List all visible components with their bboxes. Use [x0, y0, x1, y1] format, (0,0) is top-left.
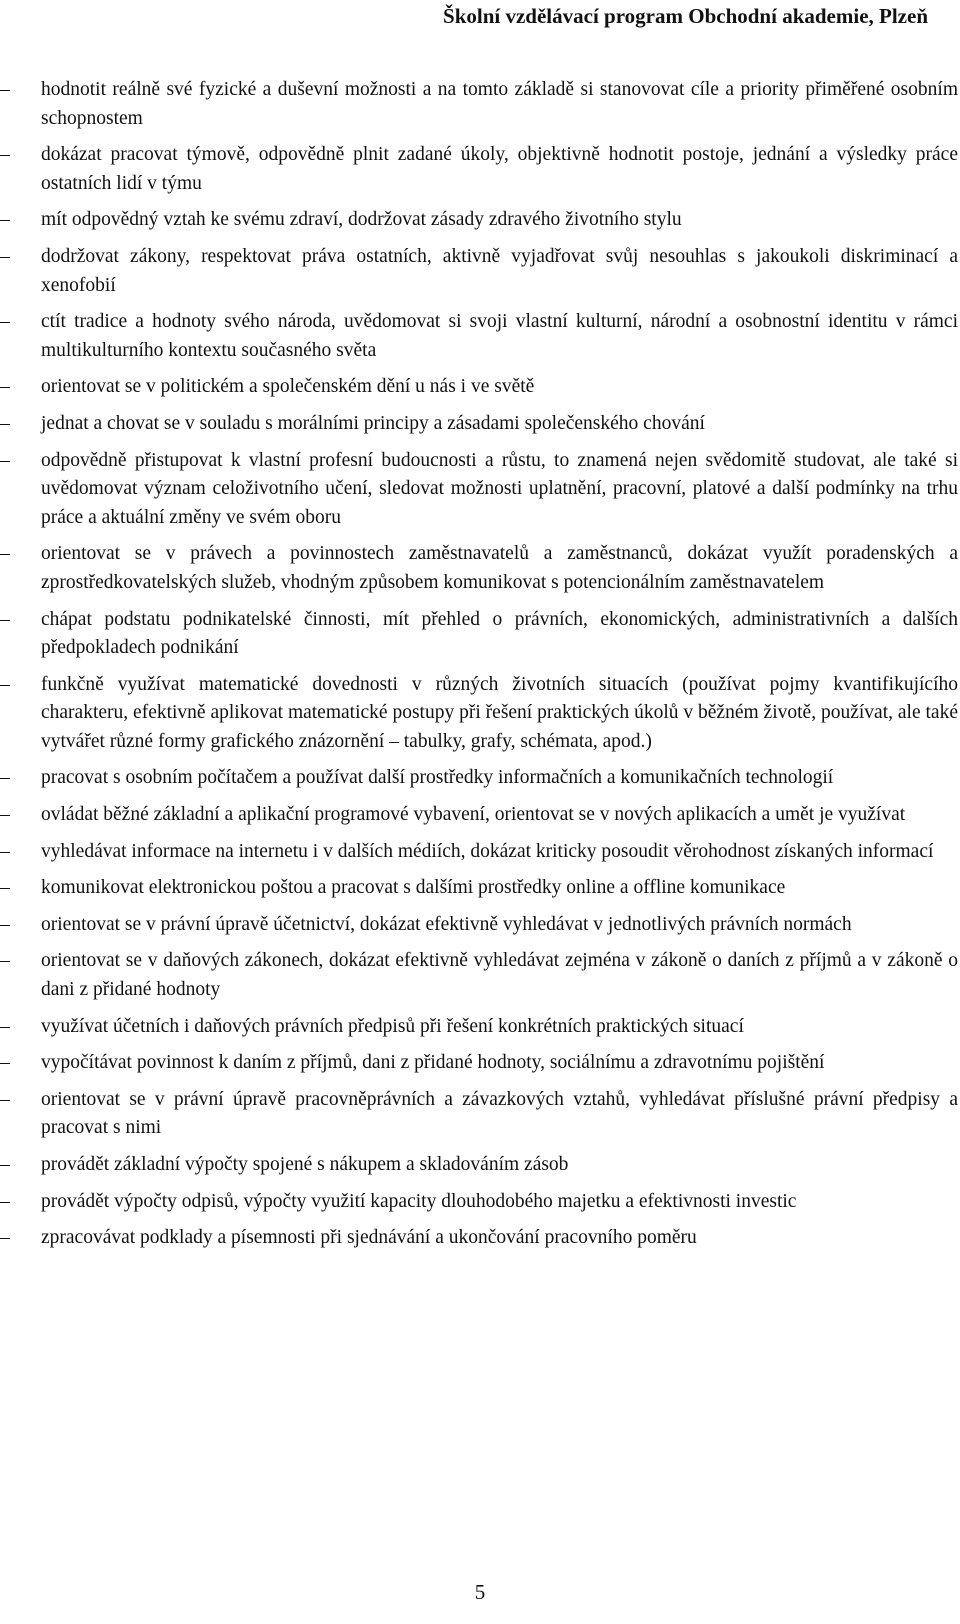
list-item-text: vyhledávat informace na internetu i v dalších médiích, dokázat kriticky posoudit věrohodnost získaných informací	[41, 840, 934, 862]
list-item-text: ovládat běžné základní a aplikační programové vybavení, orientovat se v nových aplikacích a umět je využívat	[41, 804, 906, 826]
bullet-dash: –	[0, 543, 10, 565]
list-item-text: orientovat se v právní úpravě pracovněprávních a závazkových vztahů, vyhledávat příslušné právní předpisy a pracovat s nimi	[41, 1088, 958, 1139]
bullet-dash: –	[0, 1088, 10, 1110]
list-item	[0, 671, 958, 757]
bullet-dash: –	[0, 1190, 10, 1212]
list-item-text: ctít tradice a hodnoty svého národa, uvědomovat si svoji vlastní kulturní, národní a osobnostní identitu v rámci multikulturního kontextu současného světa	[41, 311, 958, 361]
list-item-text: dokázat pracovat týmově, odpovědně plnit zadané úkoly, objektivně hodnotit postoje, jednání a výsledky práce ostatních lidí v týmu	[41, 144, 958, 194]
list-item	[0, 447, 958, 533]
list-item	[0, 1151, 958, 1180]
list-item	[0, 540, 958, 597]
list-item	[0, 1013, 958, 1042]
list-item	[0, 874, 958, 903]
list-item-text: mít odpovědný vztah ke svému zdraví, dodržovat zásady zdravého životního stylu	[41, 209, 682, 231]
list-item	[0, 1049, 958, 1078]
bullet-dash: –	[0, 877, 10, 899]
bullet-dash: –	[0, 376, 10, 398]
competency-list	[0, 76, 958, 1261]
list-item	[0, 838, 958, 867]
list-item-text: funkčně využívat matematické dovednosti v různých životních situacích (používat pojmy kvantifikujícího charakteru, efektivně aplikovat matematické postupy při řešení praktických úkolů v běžném životě, používat, ale také vytvářet různé formy grafického znázornění – tabulky, grafy, schémata, apod.)	[41, 673, 958, 752]
bullet-dash: –	[0, 1015, 10, 1037]
bullet-dash: –	[0, 79, 10, 100]
list-item-text: hodnotit reálně své fyzické a duševní možnosti a na tomto základě si stanovovat cíle a priority přiměřené osobním schopnostem	[41, 79, 958, 129]
bullet-dash: –	[0, 608, 10, 630]
list-item	[0, 911, 958, 940]
list-item-text: provádět základní výpočty spojené s nákupem a skladováním zásob	[41, 1154, 569, 1175]
bullet-dash: –	[0, 804, 10, 826]
list-item-text: chápat podstatu podnikatelské činnosti, mít přehled o právních, ekonomických, administrativních a dalších předpokladech podnikání	[41, 608, 958, 659]
bullet-dash: –	[0, 767, 10, 789]
bullet-dash: –	[0, 144, 10, 166]
list-item	[0, 206, 958, 235]
list-item-text: využívat účetních i daňových právních předpisů při řešení konkrétních praktických situací	[41, 1015, 744, 1037]
list-item-text: odpovědně přistupovat k vlastní profesní budoucnosti a růstu, to znamená nejen svědomitě studovat, ale také si uvědomovat význam celoživotního učení, sledovat možnosti uplatnění, pracovní, platové a další podmínky na trhu práce a aktuální změny ve svém oboru	[41, 449, 958, 528]
bullet-dash: –	[0, 1154, 10, 1175]
bullet-dash: –	[0, 1227, 10, 1249]
bullet-dash: –	[0, 950, 10, 972]
bullet-dash: –	[0, 311, 10, 333]
list-item-text: orientovat se v politickém a společenském dění u nás i ve světě	[41, 376, 535, 398]
list-item	[0, 947, 958, 1004]
page-header-title: Školní vzdělávací program Obchodní akademie, Plzeň	[443, 4, 928, 28]
list-item	[0, 410, 958, 439]
list-item	[0, 801, 958, 830]
bullet-dash: –	[0, 673, 10, 695]
list-item	[0, 373, 958, 402]
list-item-text: komunikovat elektronickou poštou a pracovat s dalšími prostředky online a offline komunikace	[41, 877, 786, 899]
list-item-text: orientovat se v právní úpravě účetnictví, dokázat efektivně vyhledávat v jednotlivých právních normách	[41, 913, 852, 935]
list-item	[0, 1086, 958, 1143]
list-item	[0, 141, 958, 198]
list-item	[0, 308, 958, 365]
bullet-dash: –	[0, 412, 10, 434]
list-item	[0, 76, 958, 133]
list-item-text: orientovat se v daňových zákonech, dokázat efektivně vyhledávat zejména v zákoně o daních z příjmů a v zákoně o dani z přidané hodnoty	[41, 950, 958, 1001]
list-item-text: zpracovávat podklady a písemnosti při sjednávání a ukončování pracovního poměru	[41, 1227, 697, 1249]
list-item-text: vypočítávat povinnost k daním z příjmů, dani z přidané hodnoty, sociálnímu a zdravotnímu pojištění	[41, 1052, 825, 1074]
list-item	[0, 1188, 958, 1217]
bullet-dash: –	[0, 209, 10, 231]
bullet-dash: –	[0, 913, 10, 935]
list-item-text: jednat a chovat se v souladu s morálními principy a zásadami společenského chování	[41, 412, 705, 434]
list-item	[0, 764, 958, 793]
page-number: 5	[474, 1580, 486, 1604]
list-item-text: provádět výpočty odpisů, výpočty využití kapacity dlouhodobého majetku a efektivnosti investic	[41, 1190, 797, 1212]
list-item-text: dodržovat zákony, respektovat práva ostatních, aktivně vyjadřovat svůj nesouhlas s jakoukoli diskriminací a xenofobií	[41, 245, 958, 296]
list-item	[0, 1224, 958, 1253]
bullet-dash: –	[0, 449, 10, 471]
list-item-text: orientovat se v právech a povinnostech zaměstnavatelů a zaměstnanců, dokázat využít poradenských a zprostředkovatelských služeb, vhodným způsobem komunikovat s potencionálním zaměstnavatelem	[41, 543, 958, 593]
bullet-dash: –	[0, 245, 10, 267]
bullet-dash: –	[0, 840, 10, 862]
list-item-text: pracovat s osobním počítačem a používat další prostředky informačních a komunikačních technologií	[41, 767, 834, 789]
list-item	[0, 606, 958, 663]
bullet-dash: –	[0, 1052, 10, 1074]
list-item	[0, 243, 958, 300]
